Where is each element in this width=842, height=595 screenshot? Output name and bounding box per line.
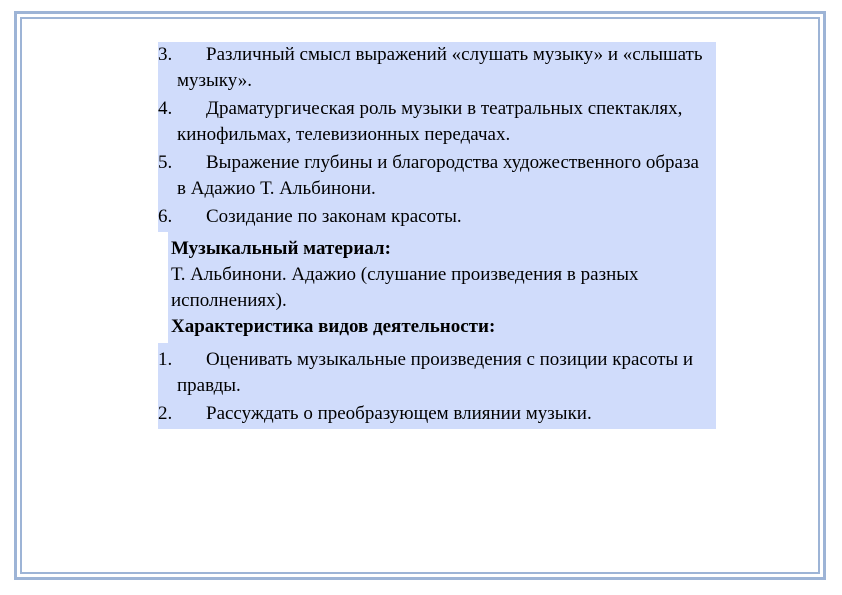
music-material-section [168, 232, 716, 343]
list-item [158, 42, 716, 96]
music-material-text: Т. Альбинони. Адажио (слушание произведения в разных исполнениях). [171, 264, 639, 311]
list-item-text: Выражение глубины и благородства художественного образа в Адажио Т. Альбинони. [177, 152, 699, 199]
list-item-text: Различный смысл выражений «слушать музыку» и «слышать музыку». [177, 44, 703, 91]
list-item-number: 1. [158, 349, 173, 370]
list-item-text: Рассуждать о преобразующем влиянии музыки. [206, 403, 592, 424]
list-item-number: 6. [158, 206, 173, 227]
list-item-text: Драматургическая роль музыки в театральных спектаклях, кинофильмах, телевизионных передачах. [177, 98, 683, 145]
list-item-number: 4. [158, 98, 173, 119]
list-item-text: Созидание по законам красоты. [206, 206, 462, 227]
activities-heading: Характеристика видов деятельности: [171, 316, 496, 337]
topics-list [158, 42, 716, 232]
list-item [158, 204, 716, 232]
list-item [158, 347, 716, 401]
slide-content [158, 42, 716, 429]
activities-list [158, 343, 716, 429]
list-item-number: 5. [158, 152, 173, 173]
list-item-text: Оценивать музыкальные произведения с позиции красоты и правды. [177, 349, 694, 396]
list-item [158, 401, 716, 429]
music-material-heading: Музыкальный материал: [171, 238, 391, 259]
list-item-number: 2. [158, 403, 173, 424]
list-item-number: 3. [158, 44, 173, 65]
list-item [158, 96, 716, 150]
list-item [158, 150, 716, 204]
